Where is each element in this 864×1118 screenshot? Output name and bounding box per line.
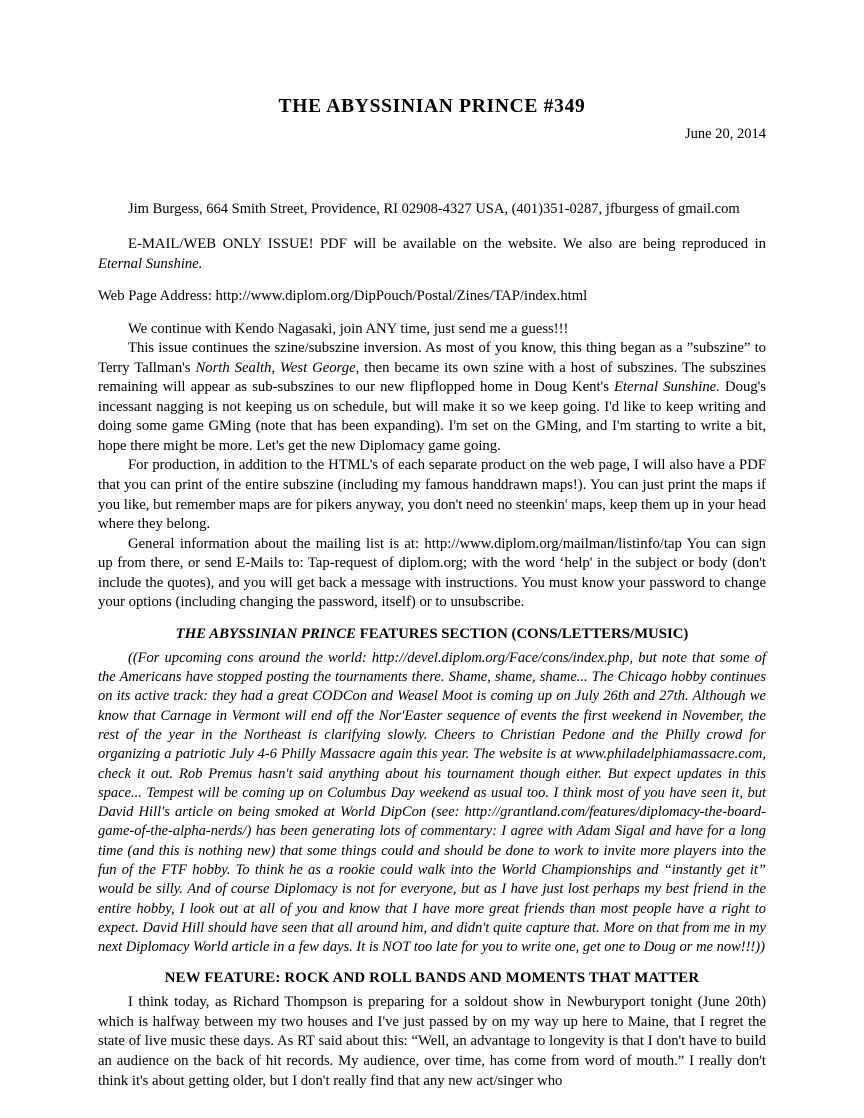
- inversion-text-c: Doug's incessant nagging is not keeping us on schedule, but will make it so we keep going. I'd like to keep writing and doing some game GMing (note that has been expanding). I'm set on the GMing, and I'm starting to write a bit, hope there might be more. Let's get the new Diplomacy game going.: [98, 379, 766, 454]
- inversion-text-b: , then became its own szine with a host of subszines. The subszines remaining will appear as sub-subszines to our new flipflopped home in Doug Kent's: [98, 359, 766, 396]
- issue-note-paragraph: [98, 235, 766, 274]
- contact-address-line: Jim Burgess, 664 Smith Street, Providence, RI 02908-4327 USA, (401)351-0287, jfburgess of gmail.com: [128, 201, 740, 217]
- production-paragraph: For production, in addition to the HTML's of each separate product on the web page, I will also have a PDF that you can print of the entire subszine (including my famous handdrawn maps!). You can just print the maps if you like, but remember maps are for pikers anyway, you don't need no steenkin' maps, keep them up in your head where they belong.: [98, 457, 766, 533]
- issue-date: June 20, 2014: [685, 126, 766, 142]
- features-heading-rest: FEATURES SECTION (CONS/LETTERS/MUSIC): [359, 625, 689, 642]
- issue-note-text: E-MAIL/WEB ONLY ISSUE! PDF will be available on the website. We also are being reproduced in: [128, 236, 766, 252]
- thompson-paragraph: I think today, as Richard Thompson is preparing for a soldout show in Newburyport tonight (June 20th) which is halfway between my two houses and I've just passed by on my way up here to Maine, that I regret the state of live music these days. As RT said about this: “Well, an advantage to longevity is that I don't have to build an audience on the back of hit records. My audience, over time, has come from word of mouth.” I really don't think it's about getting older, but I don't really find that any new act/singer who: [98, 994, 766, 1089]
- cons-paragraph: ((For upcoming cons around the world: http://devel.diplom.org/Face/cons/index.php, but note that some of the Americans have stopped posting the tournaments there. Shame, shame, shame... The Chicago hobby continues on its active track: they had a great CODCon and Weasel Moot is coming up on July 26th and 27th. Although we know that Carnage in Vermont will end off the Nor'Easter sequence of events the first weekend in November, the rest of the year in the Northeast is clarifying slowly. Cheers to Christian Pedone and the Philly crowd for organizing a patriotic July 4-6 Philly Massacre again this year. The website is at www.philadelphiamassacre.com, check it out. Rob Premus hasn't said anything about his tournament though either. But expect updates in this space... Tempest will be coming up on Columbus Day weekend as usual too. I think most of you have seen it, but David Hill's article on being smoked at World DipCon (see: http://grantland.com/features/diplomacy-the-board-game-of-the-alpha-nerds/) has been generating lots of commentary: I agree with Adam Sigal and have for a long time (and this is nothing new) that some things could and should be done to work to invite more players into the fun of the FTF hobby. To think he as a rookie could walk into the World Championships and “instantly get it” would be silly. And of course Diplomacy is not for everyone, but as I have just lost perhaps my best friend in the entire hobby, I look out at all of you and know that I have more great friends than most people have a right to expect. David Hill should have seen that all around him, and didn't quite capture that. More on that from me in my next Diplomacy World article in a few days. It is NOT too late for you to write one, get one to Doug or me now!!!)): [98, 649, 766, 956]
- kendo-paragraph: We continue with Kendo Nagasaki, join ANY time, just send me a guess!!!: [128, 320, 569, 337]
- features-section-heading: [98, 626, 766, 643]
- new-feature-heading: NEW FEATURE: ROCK AND ROLL BANDS AND MOMENTS THAT MATTER: [164, 970, 700, 987]
- inversion-paragraph: [98, 339, 766, 456]
- web-page-address-line: Web Page Address: http://www.diplom.org/DipPouch/Postal/Zines/TAP/index.html: [98, 288, 588, 305]
- inversion-text-a: This issue continues the szine/subszine inversion. As most of you know, this thing began as a ”subszine” to Terry Tallman's: [98, 340, 766, 376]
- features-heading-italic: THE ABYSSINIAN PRINCE: [175, 625, 360, 642]
- inversion-italic-two: Eternal Sunshine.: [614, 379, 720, 396]
- issue-note-italic: Eternal Sunshine.: [98, 255, 203, 272]
- mailing-list-paragraph: General information about the mailing list is at: http://www.diplom.org/mailman/listinfo/tap You can sign up from there, or send E-Mails to: Tap-request of diplom.org; with the word ‘help' in the subject or body (don't include the quotes), and you will get back a message with instructions. You must know your password to change your options (including changing the password, itself) or to unsubscribe.: [98, 535, 766, 611]
- inversion-italic-one: North Sealth, West George: [195, 359, 356, 376]
- document-body: [98, 96, 766, 1091]
- page-title: THE ABYSSINIAN PRINCE #349: [278, 96, 586, 117]
